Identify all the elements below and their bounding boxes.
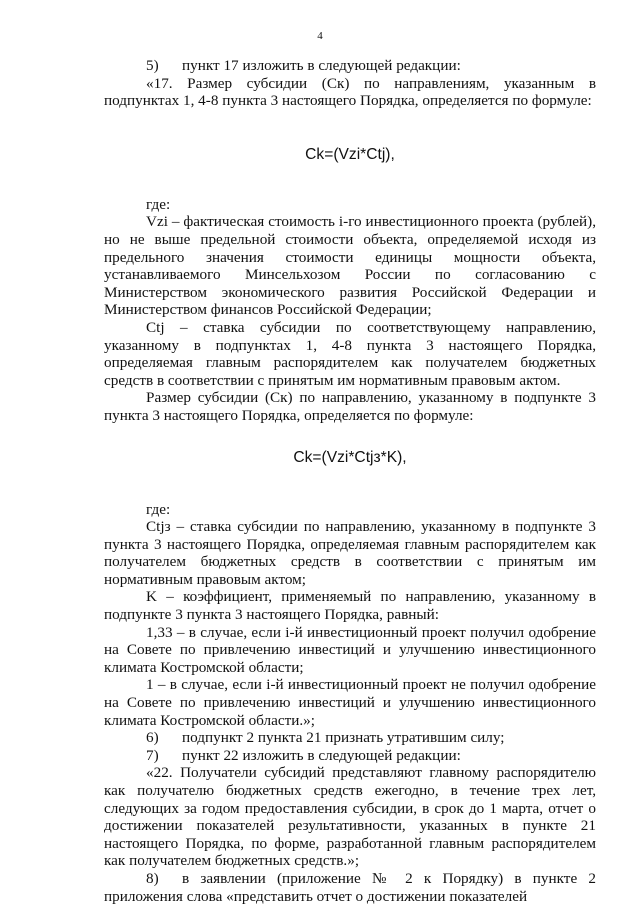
formula-2: Ck=(Vzi*Ctjз*K),	[293, 448, 407, 466]
paragraph: «22. Получатели субсидий представляют главному распорядителю как получателю бюджетных средств ежегодно, в течение трех лет, следующих за годом предоставления субсидии, в срок до 1 марта, отчет о достижении показателей результативности, указанных в пункте 21 настоящего Порядка, по форме, разработанной главным распорядителем как получателем бюджетных средств.»;	[104, 764, 596, 870]
list-item-5: 5) пункт 17 изложить в следующей редакции:	[146, 57, 461, 74]
paragraph: 1 – в случае, если i-й инвестиционный проект не получил одобрение на Совете по привлечению инвестиций и улучшению инвестиционного климата Костромской области.»;	[104, 676, 596, 729]
list-item-7: 7) пункт 22 изложить в следующей редакции:	[146, 746, 461, 764]
paragraph: Ctjз – ставка субсидии по направлению, указанному в подпункте 3 пункта 3 настоящего Порядка, определяемая главным распорядителем как получателем бюджетных средств в соответствии с принятым им нормативным правовым актом;	[104, 518, 596, 588]
where-label: где:	[146, 195, 171, 213]
paragraph: Ctj – ставка субсидии по соответствующему направлению, указанному в подпунктах 1, 4-8 пункта 3 настоящего Порядка, определяемая главным распорядителем как получателем бюджетных средств в соответствии с принятым им нормативным правовым актом.	[104, 318, 596, 389]
paragraph: Vzi – фактическая стоимость i-го инвестиционного проекта (рублей), но не выше предельной стоимости объекта, определяемой исходя из предельного значения стоимости единицы мощности объекта, устанавливаемого Минсельхозом России по согласованию с Министерством экономического развития Российской Федерации и Министерством финансов Российской Федерации;	[104, 213, 596, 319]
formula-1: Ck=(Vzi*Ctj),	[305, 145, 395, 163]
where-label: где:	[146, 500, 171, 518]
paragraph: «17. Размер субсидии (Ск) по направлениям, указанным в подпунктах 1, 4-8 пункта 3 настоящего Порядка, определяется по формуле:	[104, 74, 596, 110]
paragraph: K – коэффициент, применяемый по направлению, указанному в подпункте 3 пункта 3 настоящего Порядка, равный:	[104, 588, 596, 624]
page-number: 4	[317, 30, 323, 42]
list-item-6: 6) подпункт 2 пункта 21 признать утратившим силу;	[146, 729, 505, 747]
paragraph: Размер субсидии (Ск) по направлению, указанному в подпункте 3 пункта 3 настоящего Порядка, определяется по формуле:	[104, 389, 596, 424]
list-item-8: 8) в заявлении (приложение № 2 к Порядку) в пункте 2 приложения слова «представить отчет о достижении показателей	[104, 869, 596, 905]
paragraph: 1,33 – в случае, если i-й инвестиционный проект получил одобрение на Совете по привлечению инвестиций и улучшению инвестиционного климата Костромской области;	[104, 623, 596, 676]
document-body	[104, 57, 596, 905]
